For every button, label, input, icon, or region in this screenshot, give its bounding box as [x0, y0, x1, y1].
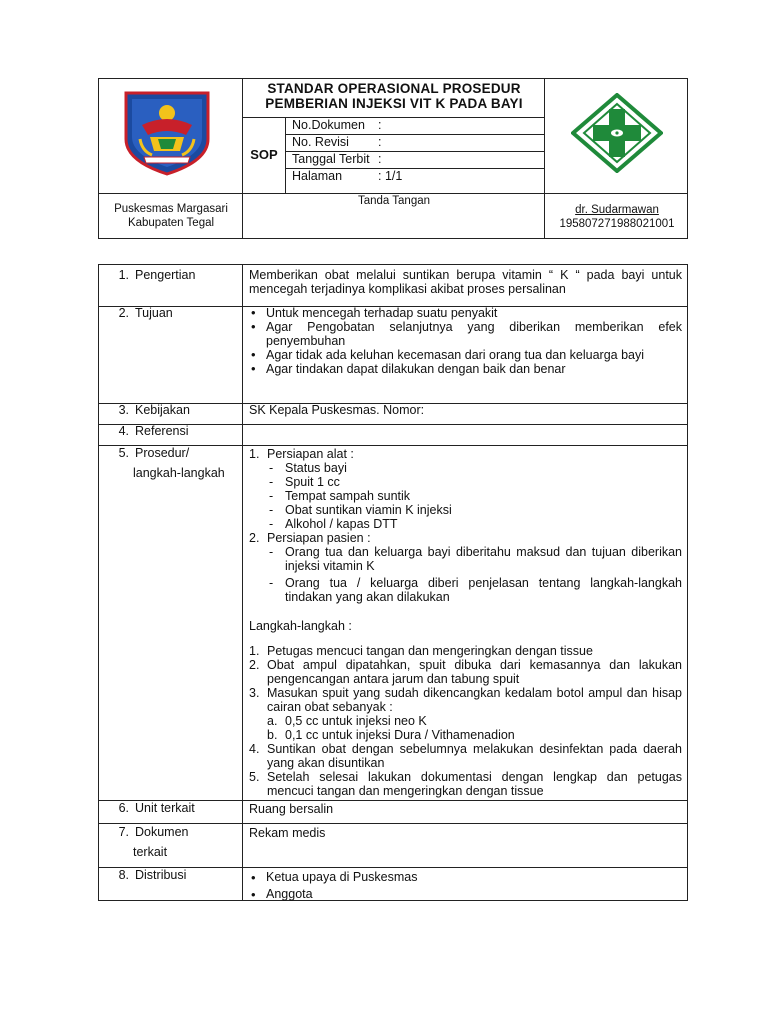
dash-marker: -	[269, 461, 274, 475]
dose-option	[249, 728, 682, 742]
step-item	[249, 742, 682, 770]
dash-marker: -	[269, 489, 274, 503]
list-item: • Agar tindakan dapat dilakukan dengan baik dan benar	[249, 362, 682, 376]
list-item: • Ketua upaya di Puskesmas	[249, 869, 682, 886]
doc-number-value: :	[378, 118, 382, 132]
item-text: Setelah selesai lakukan dokumentasi dengan lengkap dan petugas mencuci tangan dan mengeringkan dengan tissue	[267, 770, 682, 798]
section-label-kebijakan	[99, 400, 242, 420]
doc-number-label: No.Dokumen	[292, 118, 365, 132]
institution	[99, 202, 243, 230]
list-item	[249, 489, 682, 503]
item-number: a.	[267, 714, 278, 728]
dash-marker: -	[269, 545, 274, 559]
item-text: Orang tua / keluarga diberi penjelasan tentang langkah-langkah tindakan yang akan dilakukan	[285, 576, 682, 604]
section-title: Prosedur/	[135, 446, 190, 460]
step-item	[249, 644, 682, 658]
list-item	[249, 461, 682, 475]
item-number: 3.	[249, 686, 260, 700]
section-title: Kebijakan	[135, 403, 190, 417]
prep-patient-heading	[249, 531, 682, 545]
sop-label: SOP	[250, 147, 278, 162]
institution-region: Kabupaten Tegal	[127, 217, 215, 229]
issue-date-value: :	[378, 152, 382, 166]
tujuan-list	[249, 306, 682, 376]
item-text: Persiapan pasien :	[267, 531, 371, 545]
signer-nip: 195807271988021001	[559, 218, 675, 230]
section-title-continued: terkait	[133, 845, 168, 859]
issue-date-row	[292, 151, 381, 168]
page-value: : 1/1	[378, 169, 403, 183]
section-label-unit-terkait	[99, 798, 242, 818]
revision-value: :	[378, 135, 382, 149]
section-title: Referensi	[135, 424, 189, 438]
list-item: • Anggota	[249, 886, 682, 903]
kabupaten-tegal-emblem-icon	[122, 91, 212, 176]
item-text: Status bayi	[285, 461, 347, 475]
item-number: 5.	[249, 770, 260, 784]
title-line-2: PEMBERIAN INJEKSI VIT K PADA BAYI	[265, 96, 523, 111]
header-divider	[285, 117, 286, 193]
dash-marker: -	[269, 576, 274, 590]
list-item	[249, 517, 682, 531]
item-number: 1.	[249, 447, 260, 461]
dokumen-terkait-text: Rekam medis	[249, 826, 326, 840]
dash-marker: -	[269, 475, 274, 489]
item-text: 0,5 cc untuk injeksi neo K	[285, 714, 427, 728]
section-title: Pengertian	[135, 268, 196, 282]
doc-number-row	[292, 117, 381, 134]
steps-heading: Langkah-langkah :	[249, 619, 352, 633]
unit-terkait-text: Ruang bersalin	[249, 802, 334, 816]
header-divider	[99, 193, 687, 194]
signer-name: dr. Sudarmawan	[575, 204, 659, 216]
section-number: 1.	[118, 268, 129, 282]
section-title: Dokumen	[135, 825, 189, 839]
section-label-tujuan	[99, 303, 242, 323]
item-text: Obat ampul dipatahkan, spuit dibuka dari kemasannya dan lakukan pengencangan antara jarum dan tabung spuit	[267, 658, 682, 686]
section-title: Unit terkait	[135, 801, 195, 815]
section-number: 2.	[118, 306, 129, 320]
signer	[545, 203, 689, 231]
distribusi-list	[249, 869, 682, 903]
column-divider	[242, 265, 243, 900]
item-text: Suntikan obat dengan sebelumnya melakukan desinfektan pada daerah yang akan disuntikan	[267, 742, 682, 770]
step-item	[249, 686, 682, 714]
list-item	[249, 503, 682, 517]
item-text: Alkohol / kapas DTT	[285, 517, 398, 531]
page-row	[292, 168, 402, 185]
section-title: Distribusi	[135, 868, 187, 882]
list-item: • Untuk mencegah terhadap suatu penyakit	[249, 306, 682, 320]
signature-label: Tanda Tangan	[357, 195, 431, 207]
step-item	[249, 658, 682, 686]
item-text: Spuit 1 cc	[285, 475, 340, 489]
item-text: Tempat sampah suntik	[285, 489, 411, 503]
dash-marker: -	[269, 517, 274, 531]
list-item	[249, 475, 682, 489]
document-title	[243, 81, 545, 111]
section-title-continued: langkah-langkah	[133, 466, 225, 480]
prep-tools-heading	[249, 447, 682, 461]
item-text: Masukan spuit yang sudah dikencangkan kedalam botol ampul dan hisap cairan obat sebanyak :	[267, 686, 682, 714]
issue-date-label: Tanggal Terbit	[292, 152, 370, 166]
dose-option	[249, 714, 682, 728]
pengertian-text: Memberikan obat melalui suntikan berupa vitamin “ K “ pada bayi untuk mencegah terjadinya komplikasi akibat proses persalinan	[249, 268, 682, 296]
section-number: 4.	[118, 424, 129, 438]
item-text: Obat suntikan viamin K injeksi	[285, 503, 452, 517]
section-number: 7.	[118, 825, 129, 839]
header-table	[98, 78, 688, 239]
section-number: 3.	[118, 403, 129, 417]
list-item	[249, 545, 682, 573]
kebijakan-text: SK Kepala Puskesmas. Nomor:	[249, 403, 425, 417]
section-number: 8.	[118, 868, 129, 882]
section-label-distribusi	[99, 865, 242, 885]
revision-row	[292, 134, 381, 151]
steps-list	[249, 644, 682, 798]
item-number: 2.	[249, 531, 260, 545]
revision-label: No. Revisi	[292, 135, 349, 149]
item-text: Persiapan alat :	[267, 447, 354, 461]
item-number: 2.	[249, 658, 260, 672]
section-label-pengertian	[99, 265, 242, 285]
institution-name: Puskesmas Margasari	[114, 203, 228, 215]
step-item	[249, 770, 682, 798]
list-item: • Agar tidak ada keluhan kecemasan dari orang tua dan keluarga bayi	[249, 348, 682, 362]
section-label-dokumen-terkait	[99, 822, 242, 862]
list-item	[249, 576, 682, 604]
section-number: 5.	[118, 446, 129, 460]
item-number: b.	[267, 728, 278, 742]
section-number: 6.	[118, 801, 129, 815]
section-label-referensi	[99, 421, 242, 441]
section-label-prosedur	[99, 443, 242, 483]
list-item: • Agar Pengobatan selanjutnya yang diberikan memberikan efek penyembuhan	[249, 320, 682, 348]
dash-marker: -	[269, 503, 274, 517]
item-number: 1.	[249, 644, 260, 658]
procedure-table	[98, 264, 688, 901]
page-label: Halaman	[292, 169, 343, 183]
section-title: Tujuan	[135, 306, 173, 320]
header-divider	[242, 117, 544, 118]
item-text: 0,1 cc untuk injeksi Dura / Vithamenadion	[285, 728, 515, 742]
item-text: Petugas mencuci tangan dan mengeringkan dengan tissue	[267, 644, 593, 658]
item-number: 4.	[249, 742, 260, 756]
title-line-1: STANDAR OPERASIONAL PROSEDUR	[267, 81, 521, 96]
puskesmas-logo-icon	[571, 93, 663, 173]
prosedur-content	[249, 447, 682, 798]
item-text: Orang tua dan keluarga bayi diberitahu maksud dan tujuan diberikan injeksi vitamin K	[285, 545, 682, 573]
